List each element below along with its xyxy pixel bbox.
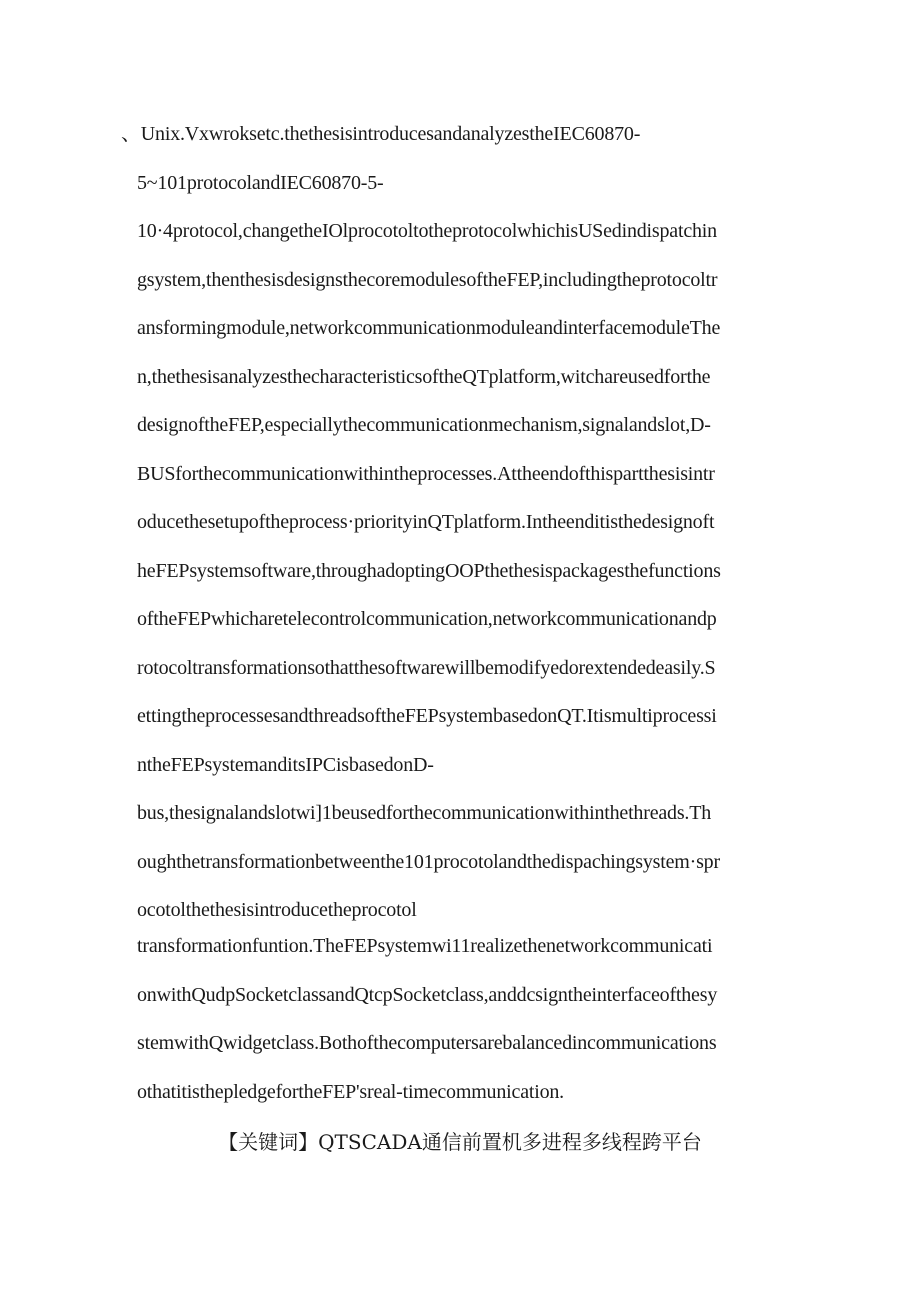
abstract-line-11: oftheFEPwhicharetelecontrolcommunication,networkcommunicationandp [137, 608, 717, 630]
abstract-line-8: BUSforthecommunicationwithintheprocesses.Attheendofthispartthesisintr [137, 462, 715, 485]
abstract-line-19: onwithQudpSocketclassandQtcpSocketclass,anddcsigntheinterfaceofthesy [137, 983, 718, 1006]
abstract-line-4: gsystem,thenthesisdesignsthecoremodulesoftheFEP,includingtheprotocoltr [137, 268, 718, 291]
abstract-line-18: transformationfuntion.TheFEPsystemwi11realizethenetworkcommunicati [137, 935, 713, 957]
abstract-line-1: 、Unix.Vxwroksetc.thethesisintroducesandanalyzestheIEC60870- [121, 123, 641, 145]
abstract-line-3: 10·4protocol,changetheIOlprocotoltotheprotocolwhichisUSedindispatchin [137, 220, 717, 242]
keywords-label: 【关键词】 [218, 1130, 319, 1154]
abstract-line-13: ettingtheprocessesandthreadsoftheFEPsystembasedonQT.Itismultiprocessi [137, 705, 717, 727]
keywords-line [0, 1124, 920, 1160]
abstract-line-14: ntheFEPsystemanditsIPCisbasedonD- [137, 753, 434, 776]
abstract-line-6: n,thethesisanalyzesthecharacteristicsoftheQTplatform,witchareusedforthe [137, 365, 711, 388]
abstract-body [121, 116, 797, 1122]
abstract-line-2: 5~101protocolandIEC60870-5- [137, 171, 384, 194]
abstract-line-20: stemwithQwidgetclass.Bothofthecomputersarebalancedincommunications [137, 1032, 717, 1054]
abstract-line-21: othatitisthepledgefortheFEP'sreal-timecommunication. [137, 1080, 564, 1103]
abstract-line-9: oducethesetupoftheprocess·priorityinQTplatform.Intheenditisthedesignoft [137, 511, 715, 533]
abstract-line-5: ansformingmodule,networkcommunicationmoduleandinterfacemoduleThe [137, 317, 721, 339]
abstract-line-12: rotocoltransformationsothatthesoftwarewillbemodifyedorextendedeasily.S [137, 656, 716, 679]
abstract-line-15: bus,thesignalandslotwi]1beusedforthecommunicationwithinthethreads.Th [137, 802, 712, 824]
abstract-line-10: heFEPsystemsoftware,throughadoptingOOPthethesispackagesthefunctions [137, 559, 721, 582]
abstract-line-7: designoftheFEP,especiallythecommunicationmechanism,signalandslot,D- [137, 414, 711, 436]
keywords-text: QTSCADA通信前置机多进程多线程跨平台 [318, 1130, 702, 1154]
abstract-line-16: oughthetransformationbetweenthe101procotolandthedispachingsystem·spr [137, 850, 720, 873]
abstract-line-17: ocotolthethesisintroducetheprocotol [137, 899, 417, 921]
